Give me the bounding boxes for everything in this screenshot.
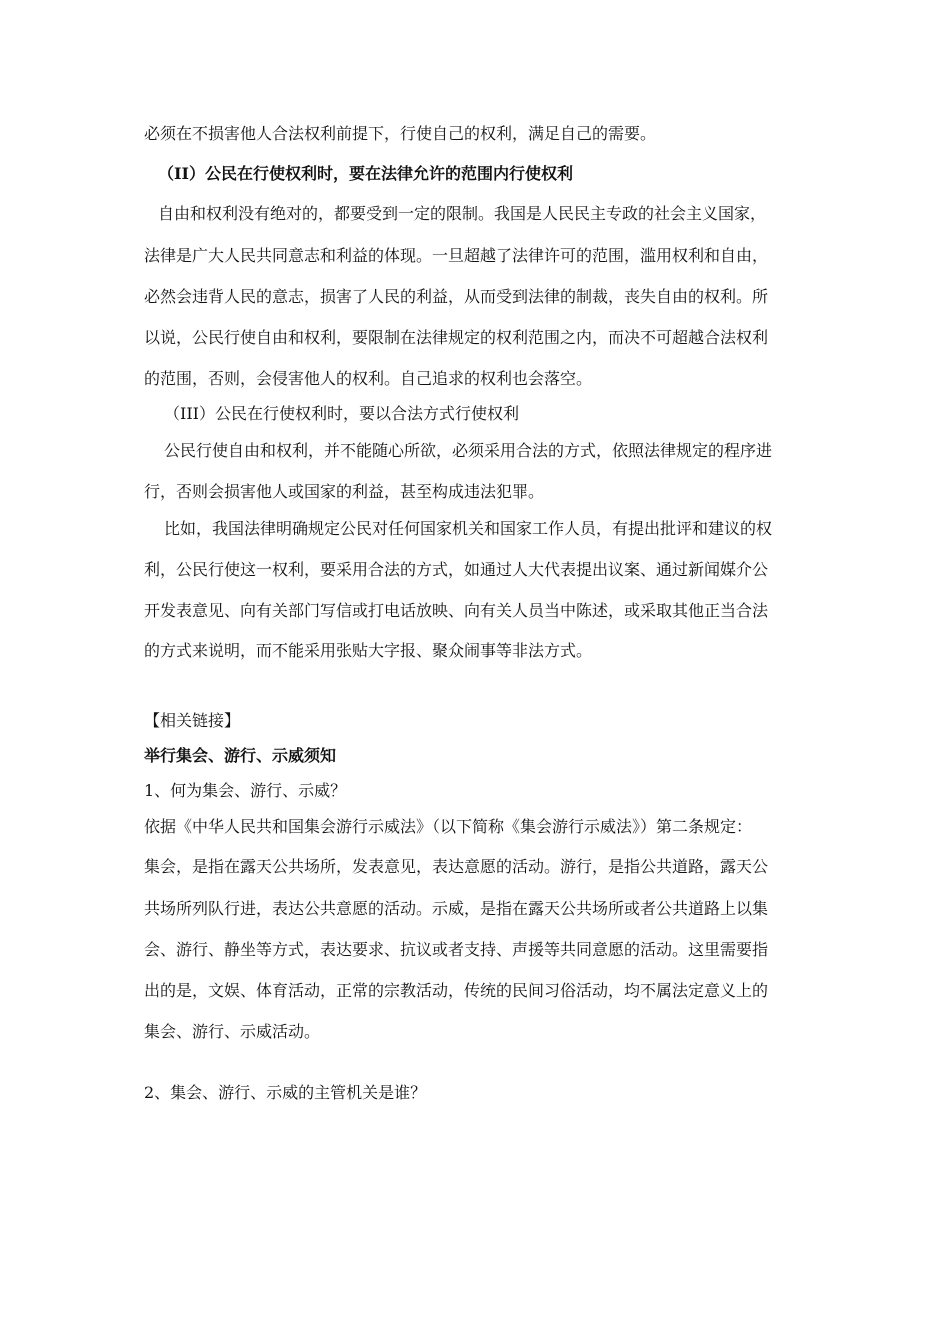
body-text-line: 出的是，文娱、体育活动，正常的宗教活动，传统的民间习俗活动，均不属法定意义上的 (144, 981, 769, 1000)
body-text-line: 会、游行、静坐等方式，表达要求、抗议或者支持、声援等共同意愿的活动。这里需要指 (144, 940, 769, 959)
body-text-line: 以说，公民行使自由和权利，要限制在法律规定的权利范围之内，而决不可超越合法权利 (144, 328, 769, 347)
body-text-line: 依据《中华人民共和国集会游行示威法》（以下简称《集会游行示威法》）第二条规定： (144, 817, 753, 836)
body-text-line: 行，否则会损害他人或国家的利益，甚至构成违法犯罪。 (144, 482, 545, 501)
related-links-heading: 【相关链接】 (144, 711, 241, 730)
body-text-line: 法律是广大人民共同意志和利益的体现。一旦超越了法律许可的范围，滥用权利和自由， (144, 246, 769, 265)
body-text-line: 必然会违背人民的意志，损害了人民的利益，从而受到法律的制裁，丧失自由的权利。所 (144, 287, 769, 306)
body-text-line: 公民行使自由和权利，并不能随心所欲，必须采用合法的方式，依照法律规定的程序进 (164, 441, 773, 460)
body-text-line: 的范围，否则，会侵害他人的权利。自己追求的权利也会落空。 (144, 369, 593, 388)
body-text-line: 集会，是指在露天公共场所，发表意见，表达意愿的活动。游行，是指公共道路，露天公 (144, 857, 769, 876)
body-text-line: 的方式来说明，而不能采用张贴大字报、聚众闹事等非法方式。 (144, 641, 593, 660)
body-text-line: 自由和权利没有绝对的，都要受到一定的限制。我国是人民民主专政的社会主义国家， (158, 204, 767, 223)
body-text-line: 必须在不损害他人合法权利前提下，行使自己的权利，满足自己的需要。 (144, 124, 657, 143)
notice-title: 举行集会、游行、示威须知 (144, 746, 337, 765)
section-heading-ii: （II）公民在行使权利时，要在法律允许的范围内行使权利 (158, 164, 573, 183)
question-2: 2、集会、游行、示威的主管机关是谁？ (144, 1083, 427, 1102)
body-text-line: 开发表意见、向有关部门写信或打电话放映、向有关人员当中陈述，或采取其他正当合法 (144, 601, 769, 620)
body-text-line: 比如，我国法律明确规定公民对任何国家机关和国家工作人员，有提出批评和建议的权 (164, 519, 773, 538)
section-heading-iii: （III）公民在行使权利时，要以合法方式行使权利 (164, 404, 519, 423)
body-text-line: 共场所列队行进，表达公共意愿的活动。示威，是指在露天公共场所或者公共道路上以集 (144, 899, 769, 918)
body-text-line: 集会、游行、示威活动。 (144, 1022, 321, 1041)
question-1: 1、何为集会、游行、示威？ (144, 781, 347, 800)
body-text-line: 利，公民行使这一权利，要采用合法的方式，如通过人大代表提出议案、通过新闻媒介公 (144, 560, 769, 579)
